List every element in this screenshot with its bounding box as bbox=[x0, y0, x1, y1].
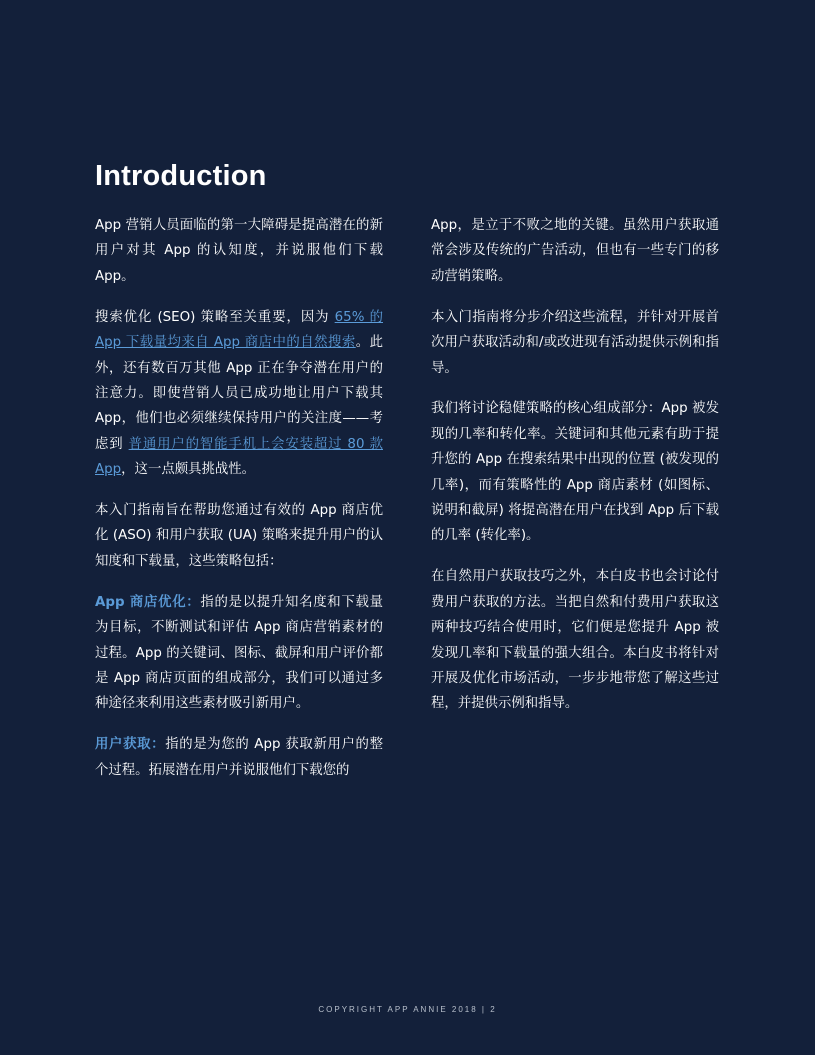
paragraph: 我们将讨论稳健策略的核心组成部分：App 被发现的几率和转化率。关键词和其他元素有助于提升您的 App 在搜索结果中出现的位置 (被发现的几率)，而有策略性的 App 商店素材 (如图标、说明和截屏) 将提高潜在用户在找到 App 后下载的几率 (转化率)。 bbox=[431, 401, 719, 544]
right-column bbox=[431, 213, 719, 732]
paragraph-seo bbox=[95, 305, 383, 483]
paragraph-text: 搜索优化 (SEO) 策略至关重要，因为 bbox=[95, 309, 335, 325]
paragraph: App，是立于不败之地的关键。虽然用户获取通常会涉及传统的广告活动，但也有一些专门的移动营销策略。 bbox=[431, 218, 719, 284]
aso-heading: App 商店优化： bbox=[95, 594, 201, 610]
paragraph-ua bbox=[95, 732, 383, 783]
paragraph-text: 指的是以提升知名度和下载量为目标，不断测试和评估 App 商店营销素材的过程。App 的关键词、图标、截屏和用户评价都是 App 商店页面的组成部分，我们可以通过多种途径来利用这些素材吸引新用户。 bbox=[95, 594, 383, 712]
left-column bbox=[95, 213, 383, 799]
paragraph: 在自然用户获取技巧之外，本白皮书也会讨论付费用户获取的方法。当把自然和付费用户获取这两种技巧结合使用时，它们便是您提升 App 被发现几率和下载量的强大组合。本白皮书将针对开展及优化市场活动，一步步地带您了解这些过程，并提供示例和指导。 bbox=[431, 569, 719, 712]
paragraph-text: ，这一点颇具挑战性。 bbox=[121, 462, 256, 478]
page-title: Introduction bbox=[95, 160, 267, 192]
paragraph-text: 。此外，还有数百万其他 App 正在争夺潜在用户的注意力。即使营销人员已成功地让用户下载其 App，他们也必须继续保持用户的关注度——考虑到 bbox=[95, 335, 383, 452]
apps-installed-link[interactable]: 普通用户的智能手机上会安装超过 80 款 App bbox=[95, 436, 383, 478]
paragraph: 本入门指南将分步介绍这些流程，并针对开展首次用户获取活动和/或改进现有活动提供示例和指导。 bbox=[431, 309, 719, 376]
paragraph: App 营销人员面临的第一大障碍是提高潜在的新用户对其 App 的认知度，并说服他们下载 App。 bbox=[95, 218, 383, 284]
paragraph: 本入门指南旨在帮助您通过有效的 App 商店优化 (ASO) 和用户获取 (UA) 策略来提升用户的认知度和下载量，这些策略包括： bbox=[95, 503, 383, 569]
paragraph-text: 指的是为您的 App 获取新用户的整个过程。拓展潜在用户并说服他们下载您的 bbox=[95, 737, 383, 778]
organic-search-link[interactable]: 65% 的 App 下载量均来自 App 商店中的自然搜索 bbox=[95, 309, 383, 351]
paragraph-aso bbox=[95, 590, 383, 717]
page-footer: COPYRIGHT APP ANNIE 2018 | 2 bbox=[318, 1005, 497, 1014]
ua-heading: 用户获取： bbox=[95, 737, 166, 753]
